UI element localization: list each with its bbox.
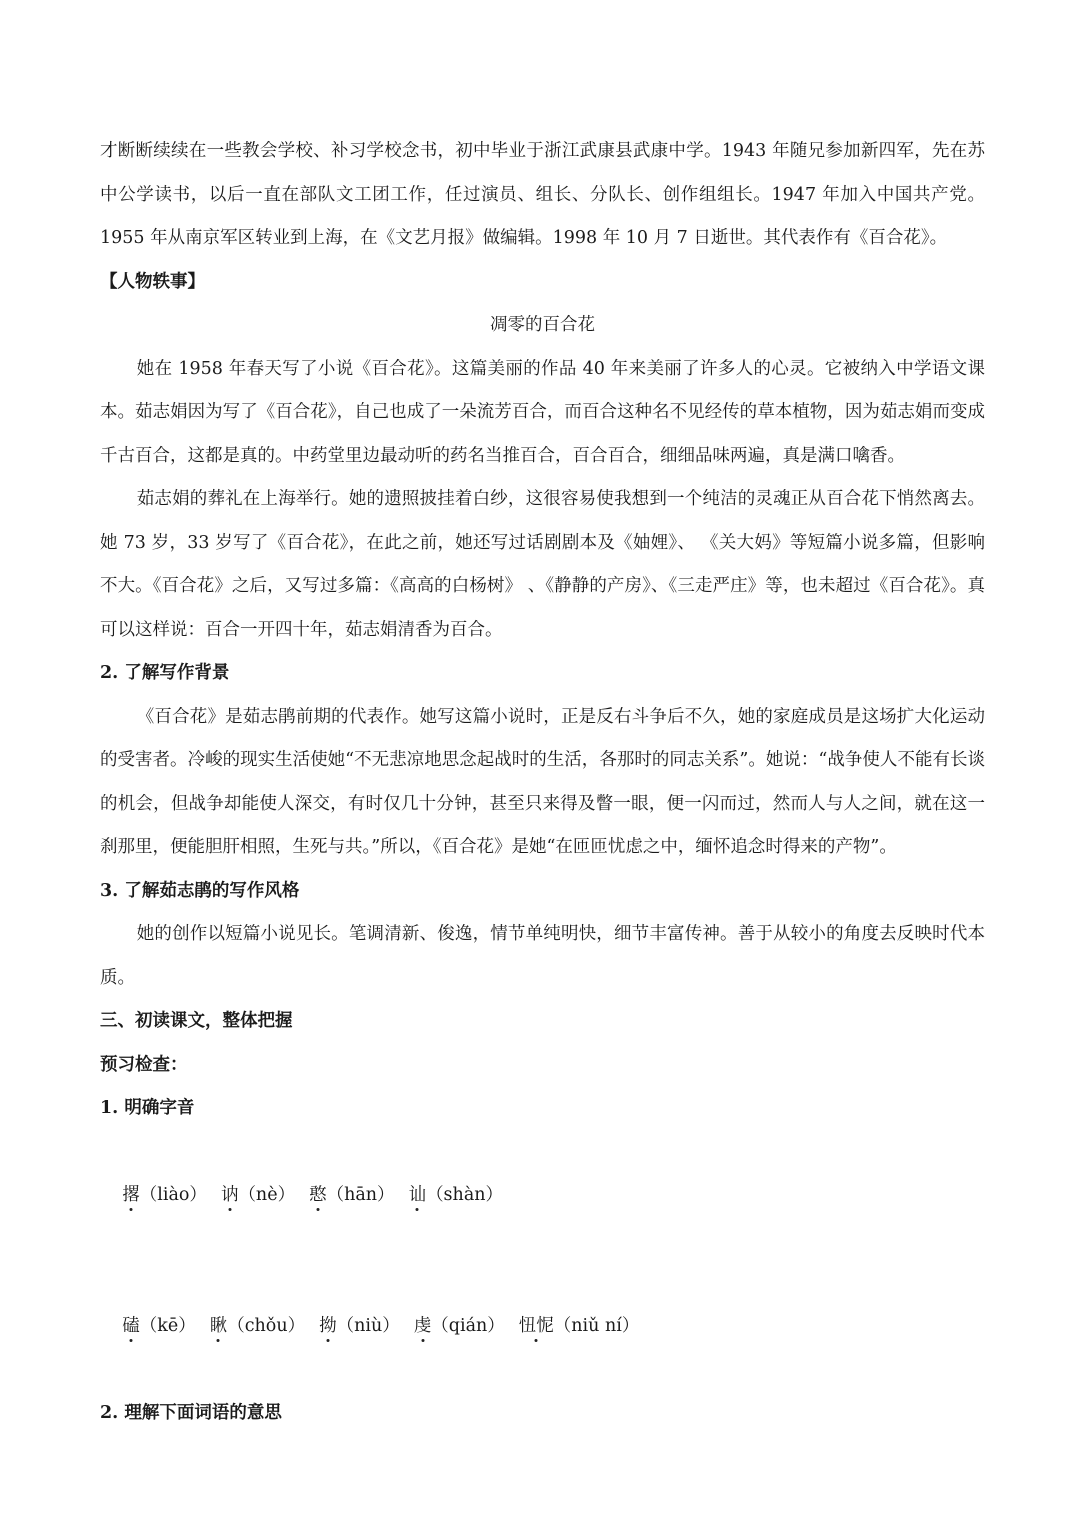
pinyin: （niù） — [336, 1315, 400, 1336]
pinyin: （nè） — [238, 1185, 296, 1205]
section-3-paragraph: 她的创作以短篇小说见长。笔调清新、俊逸，情节单纯明快，细节丰富传神。善于从较小的角度去反映时代本质。 — [100, 924, 985, 988]
item-1-heading: 1. 明确字音 — [100, 1098, 195, 1118]
pinyin: （shàn） — [426, 1185, 504, 1205]
part-3-heading: 三、初读课文，整体把握 — [100, 1011, 293, 1031]
pronunciation-item — [221, 1185, 295, 1205]
pronunciation-item — [122, 1316, 195, 1336]
pinyin: （kē） — [139, 1315, 196, 1336]
pronunciation-row-2 — [100, 1261, 985, 1392]
pronunciation-item — [122, 1185, 207, 1205]
anecdote-heading: 【人物轶事】 — [100, 271, 205, 292]
preview-heading: 预习检查： — [100, 1054, 188, 1075]
anecdote-title: 凋零的百合花 — [490, 315, 595, 335]
document-page — [100, 130, 985, 1435]
pronunciation-item — [319, 1316, 400, 1336]
pinyin: （qián） — [431, 1315, 505, 1336]
character: 忸怩 — [518, 1315, 554, 1336]
character: 撂 — [122, 1185, 140, 1205]
character: 瞅 — [209, 1315, 228, 1336]
pronunciation-item — [519, 1316, 640, 1336]
section-2-paragraph: 《百合花》是茹志鹃前期的代表作。她写这篇小说时，正是反右斗争后不久，她的家庭成员是这场扩大化运动的受害者。冷峻的现实生活使她“不无悲凉地思念起战时的生活，各那时的同志关系”。她说：“战争使人不能有长谈的机会，但战争却能使人深交，有时仅几十分钟，甚至只来得及瞥一眼，便一闪而过，然而人与人之间，就在这一刹那里，便能胆肝相照，生死与共。”所以，《百合花》是她“在匝匝忧虑之中，缅怀追念时得来的产物”。 — [100, 706, 985, 857]
pronunciation-item — [309, 1185, 394, 1205]
pronunciation-row-1 — [100, 1131, 985, 1262]
pinyin: （hān） — [326, 1185, 395, 1205]
pronunciation-item — [210, 1316, 305, 1336]
character: 讷 — [220, 1185, 239, 1205]
pinyin: （niǔ ní） — [553, 1315, 640, 1336]
bio-paragraph: 才断断续续在一些教会学校、补习学校念书，初中毕业于浙江武康县武康中学。1943 年随兄参加新四军，先在苏中公学读书，以后一直在部队文工团工作，任过演员、组长、分队长、创作组组长。1947 年加入中国共产党。1955 年从南京军区转业到上海，在《文艺月报》做编辑。1998 年 10 月 7 日逝世。其代表作有《百合花》。 — [100, 141, 985, 248]
character: 磕 — [122, 1315, 140, 1336]
item-2-heading: 2. 理解下面词语的意思 — [100, 1402, 282, 1423]
character: 虔 — [413, 1315, 432, 1336]
character: 讪 — [408, 1185, 427, 1205]
pinyin: （chǒu） — [227, 1315, 306, 1336]
anecdote-paragraph-1: 她在 1958 年春天写了小说《百合花》。这篇美丽的作品 40 年来美丽了许多人的心灵。它被纳入中学语文课本。茹志娟因为写了《百合花》，自己也成了一朵流芳百合，而百合这种名不见经传的草本植物，因为茹志娟而变成千古百合，这都是真的。中药堂里边最动听的药名当推百合，百合百合，细细品味两遍，真是满口噙香。 — [100, 358, 985, 466]
pronunciation-item — [409, 1185, 503, 1205]
pinyin: （liào） — [139, 1185, 207, 1205]
character: 拗 — [319, 1315, 337, 1336]
anecdote-paragraph-2: 茹志娟的葬礼在上海举行。她的遗照披挂着白纱，这很容易使我想到一个纯洁的灵魂正从百合花下悄然离去。她 73 岁，33 岁写了《百合花》，在此之前，她还写过话剧剧本及《妯娌》、 《关大妈》等短篇小说多篇，但影响不大。《百合花》之后，又写过多篇：《高高的白杨树》 、《静静的产房》、《三走严庄》等，也未超过《百合花》。真可以这样说：百合一开四十年，茹志娟清香为百合。 — [100, 489, 985, 640]
section-2-heading: 2. 了解写作背景 — [100, 663, 230, 683]
character: 憨 — [309, 1185, 327, 1205]
pronunciation-item — [414, 1316, 505, 1336]
section-3-heading: 3. 了解茹志鹃的写作风格 — [100, 880, 300, 901]
